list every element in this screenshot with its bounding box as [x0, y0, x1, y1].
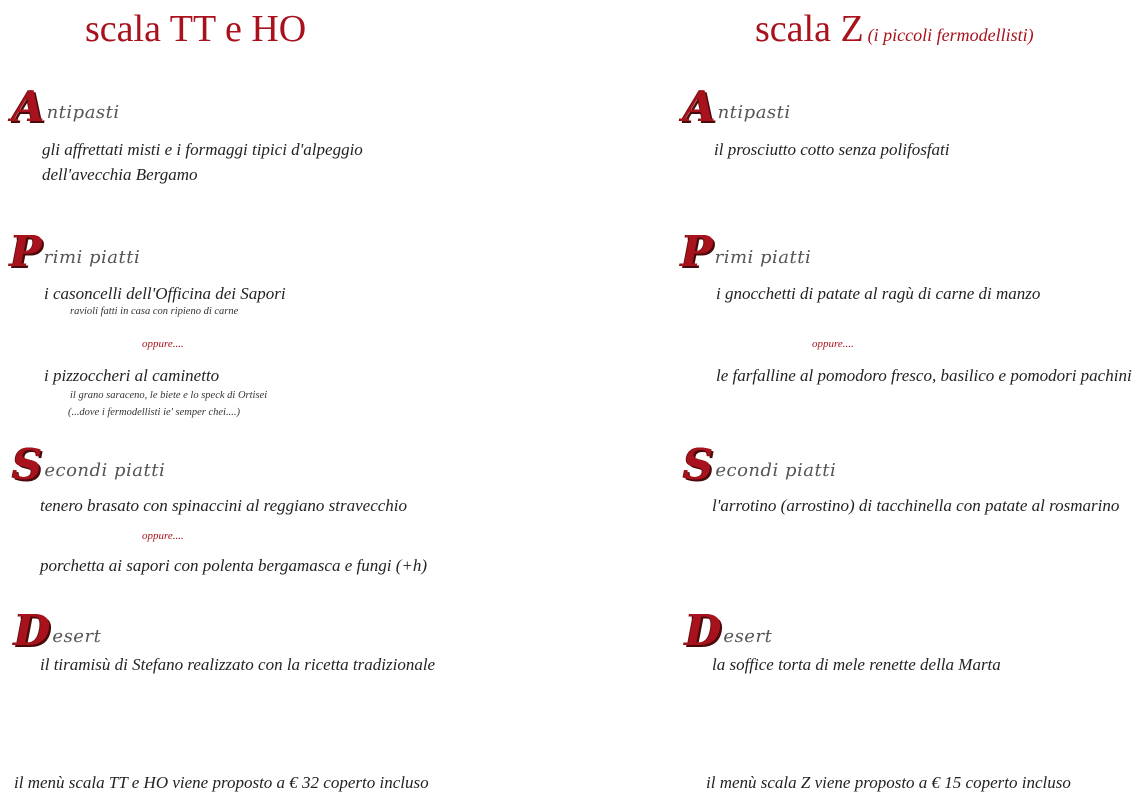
left-antipasti-line1: gli affrettati misti e i formaggi tipici d'alpeggio [42, 140, 363, 159]
right-primi-oppure: oppure.... [812, 338, 854, 350]
left-primi-item1: i casoncelli dell'Officina dei Sapori [44, 284, 286, 303]
left-antipasti-label: ntipasti [46, 101, 120, 123]
right-antipasti-label: ntipasti [717, 101, 791, 123]
right-secondi-initial: S [683, 440, 714, 489]
right-title-block [755, 10, 1034, 48]
right-primi-label: rimi piatti [714, 246, 812, 268]
right-secondi-label: econdi piatti [715, 459, 837, 481]
left-desert-heading [14, 606, 102, 655]
right-desert-label: esert [723, 625, 773, 647]
left-antipasti-initial: A [12, 82, 45, 131]
right-title: scala Z [755, 8, 864, 50]
right-desert-heading [685, 606, 773, 655]
left-desert-label: esert [52, 625, 102, 647]
left-secondi-item2: porchetta ai sapori con polenta bergamasca e fungi (+h) [40, 556, 427, 575]
left-primi-item2-note2: (...dove i fermodellisti ie' semper chei....) [68, 407, 240, 418]
right-primi-heading [681, 227, 812, 276]
right-desert-item1: la soffice torta di mele renette della Marta [712, 655, 1001, 674]
right-secondi-item1: l'arrotino (arrostino) di tacchinella con patate al rosmarino [712, 496, 1120, 515]
left-primi-heading [10, 227, 141, 276]
right-antipasti-initial: A [683, 82, 716, 131]
left-title: scala TT e HO [85, 8, 307, 50]
left-desert-item1: il tiramisù di Stefano realizzato con la ricetta tradizionale [40, 655, 436, 674]
right-antipasti-line1: il prosciutto cotto senza polifosfati [714, 140, 950, 159]
right-footer-price: il menù scala Z viene proposto a € 15 coperto incluso [706, 773, 1071, 792]
left-primi-item2-note1: il grano saraceno, le biete e lo speck di Ortisei [70, 390, 268, 401]
left-secondi-oppure: oppure.... [142, 530, 184, 542]
right-primi-item1: i gnocchetti di patate al ragù di carne di manzo [716, 284, 1041, 303]
left-footer-price: il menù scala TT e HO viene proposto a € 32 coperto incluso [14, 773, 429, 792]
left-primi-item2: i pizzoccheri al caminetto [44, 366, 220, 385]
left-primi-label: rimi piatti [43, 246, 141, 268]
left-secondi-heading [12, 440, 166, 489]
left-primi-item1-note: ravioli fatti in casa con ripieno di carne [70, 306, 239, 317]
right-desert-initial: D [685, 606, 722, 655]
right-antipasti-heading [683, 82, 791, 131]
left-secondi-initial: S [12, 440, 43, 489]
right-secondi-heading [683, 440, 837, 489]
right-primi-item2: le farfalline al pomodoro fresco, basilico e pomodori pachini [716, 366, 1132, 385]
left-primi-oppure: oppure.... [142, 338, 184, 350]
left-antipasti-line2: dell'avecchia Bergamo [42, 165, 198, 184]
right-subtitle: (i piccoli fermodellisti) [867, 25, 1034, 45]
left-primi-initial: P [10, 227, 42, 276]
left-secondi-item1: tenero brasato con spinaccini al reggiano stravecchio [40, 496, 408, 515]
left-antipasti-heading [12, 82, 120, 131]
left-secondi-label: econdi piatti [44, 459, 166, 481]
right-primi-initial: P [681, 227, 713, 276]
left-desert-initial: D [14, 606, 51, 655]
